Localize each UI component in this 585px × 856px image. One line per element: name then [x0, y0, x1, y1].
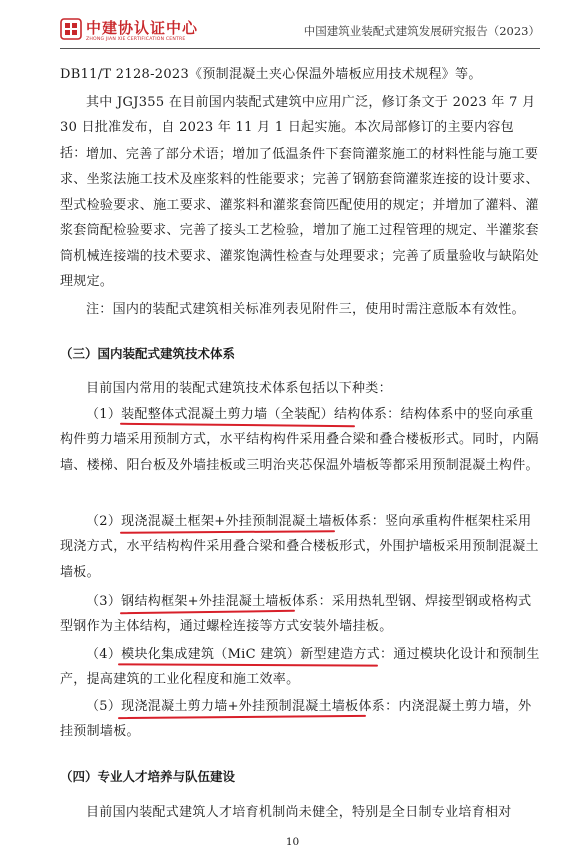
- item-description: 体系：结构体系中的竖向承重构件剪力墙采用预制方式，水平结构构件采用叠合梁和叠合楼板形式。同时，内隔墙、楼梯、阳台板及外墙挂板或三明治夹芯保温外墙板等都采用预制混凝土构件。: [60, 407, 539, 473]
- item-number: （4）: [86, 647, 122, 662]
- item-number: （5）: [86, 699, 122, 714]
- item-number: （2）: [86, 514, 122, 529]
- item-system-name: 钢结构框架+外挂混凝土墙板: [121, 594, 292, 609]
- paragraph-jgj355: 其中 JGJ355 在目前国内装配式建筑中应用广泛，修订条文于 2023 年 7 月 30 日批准发布，自 2023 年 11 月 1 日起实施。本次局部修订的主要内容包括：: [60, 95, 536, 161]
- item-description: ：通过模块化设计和预制生产，提高建筑的工业化程度和施工效率。: [60, 647, 540, 688]
- item-system-name: 装配整体式混凝土剪力墙（全装配）结构: [121, 407, 361, 422]
- logo-english-name: ZHONG JIAN XIE CERTIFICATION CENTRE: [86, 37, 186, 42]
- page-number: 10: [285, 836, 300, 848]
- header-divider: [60, 48, 540, 49]
- logo-emblem-icon: [60, 18, 82, 40]
- item-number: （3）: [86, 594, 122, 609]
- paragraph-talent-intro: 目前国内装配式建筑人才培育机制尚未健全，特别是全日制专业培育相对: [86, 805, 512, 820]
- list-item-tech-system-5: [60, 694, 540, 745]
- item-system-name: 现浇混凝土剪力墙+外挂预制混凝土墙板: [121, 699, 359, 714]
- list-item-tech-system-3: [60, 589, 540, 640]
- item-number: （1）: [86, 407, 122, 422]
- item-system-name: 现浇混凝土框架+外挂预制混凝土墙板: [121, 514, 346, 529]
- item-description: 体系：采用热轧型钢、焊接型钢或格构式型钢作为主体结构，通过螺栓连接等方式安装外墙挂板。: [60, 594, 532, 635]
- certification-centre-logo: [60, 14, 250, 48]
- list-item-tech-system-1: [60, 402, 540, 478]
- item-system-name: 模块化集成建筑（MiC 建筑）新型建造方式: [121, 647, 381, 662]
- item-description: 体系：竖向承重构件框架柱采用现浇方式，水平结构构件采用叠合梁和叠合楼板形式，外围护墙板采用预制混凝土墙板。: [60, 514, 539, 580]
- item-description: 体系：内浇混凝土剪力墙，外挂预制墙板。: [60, 699, 532, 740]
- paragraph-revision-content: 增加、完善了部分术语；增加了低温条件下套筒灌浆施工的材料性能与施工要求、坐浆法施工技术及座浆料的性能要求；完善了钢筋套筒灌浆连接的设计要求、型式检验要求、施工要求、灌浆料和灌浆套筒匹配使用的规定；并增加了灌料、灌浆套筒配检验要求、完善了接头工艺检验，增加了施工过程管理的规定、半灌浆套筒机械连接端的技术要求、灌浆饱满性检查与处理要求；完善了质量验收与缺陷处理规定。: [60, 147, 539, 290]
- list-item-tech-system-4: [60, 642, 540, 693]
- logo-chinese-name: 中建协认证中心: [86, 19, 199, 37]
- paragraph-note: 注：国内的装配式建筑相关标准列表见附件三，使用时需注意版本有效性。: [86, 302, 525, 317]
- page-header: [60, 14, 540, 48]
- paragraph-tech-system-intro: 目前国内常用的装配式建筑技术体系包括以下种类：: [86, 381, 392, 396]
- paragraph-standard-list: DB11/T 2128-2023《预制混凝土夹心保温外墙板应用技术规程》等。: [60, 67, 482, 82]
- section-heading-talent-training: （四）专业人才培养与队伍建设: [60, 769, 236, 784]
- section-heading-tech-system: （三）国内装配式建筑技术体系: [60, 346, 236, 361]
- list-item-tech-system-2: [60, 509, 540, 585]
- report-title: 中国建筑业装配式建筑发展研究报告（2023）: [303, 24, 540, 38]
